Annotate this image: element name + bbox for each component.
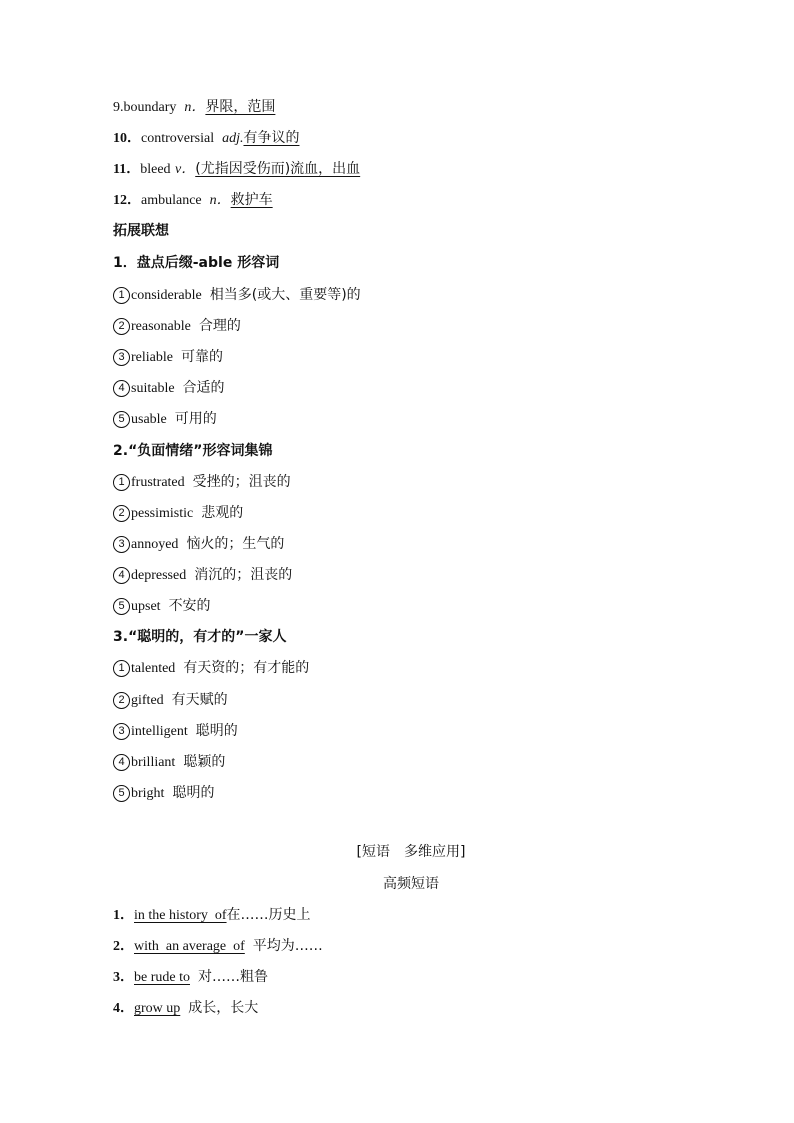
item-english: brilliant: [131, 755, 176, 770]
list-item: [113, 783, 214, 804]
item-chinese: 聪明的: [195, 723, 238, 739]
item-english: pessimistic: [131, 506, 194, 521]
phrase-text: with an average of: [134, 939, 245, 954]
vocab-meaning: 救护车: [230, 192, 273, 208]
item-chinese: 相当多(或大、重要等)的: [209, 287, 361, 303]
item-chinese: 合理的: [198, 318, 241, 334]
item-english: suitable: [131, 381, 175, 396]
group-title-number: 3.: [113, 629, 129, 645]
phrase-meaning: 对……粗鲁: [197, 969, 268, 985]
item-english: considerable: [131, 288, 202, 303]
list-item: [113, 721, 238, 742]
phrase-item: [113, 905, 311, 926]
vocab-pos: adj.: [222, 131, 244, 146]
item-chinese: 可用的: [174, 411, 217, 427]
item-number-circle: 3: [113, 536, 130, 553]
list-item: [113, 316, 241, 337]
section-subtitle: 高频短语: [383, 876, 439, 892]
item-number-circle: 1: [113, 474, 130, 491]
group-title-text: 盘点后缀-able 形容词: [136, 255, 280, 271]
group-title: [113, 627, 286, 647]
section-title: [短语 多维应用]: [356, 844, 466, 860]
phrase-number: 2．: [113, 939, 134, 954]
phrase-text: be rude to: [134, 970, 190, 985]
vocab-meaning: (尤指因受伤而)流血，出血: [195, 161, 361, 177]
vocab-pos: n．: [209, 193, 231, 208]
item-chinese: 合适的: [182, 380, 225, 396]
vocab-item: [113, 159, 360, 180]
item-english: annoyed: [131, 537, 179, 552]
group-title-text: “聪明的，有才的”一家人: [128, 629, 287, 645]
vocab-pos: n．: [184, 100, 206, 115]
vocab-number: 9.: [113, 100, 124, 115]
item-number-circle: 3: [113, 723, 130, 740]
vocab-number: 11．: [113, 162, 141, 177]
vocab-word: boundary: [123, 100, 177, 115]
item-number-circle: 4: [113, 754, 130, 771]
vocab-item: [113, 190, 273, 211]
list-item: [113, 565, 292, 586]
item-number-circle: 3: [113, 349, 130, 366]
item-english: depressed: [131, 568, 187, 583]
item-number-circle: 5: [113, 598, 130, 615]
phrase-item: [113, 936, 323, 957]
item-english: reasonable: [131, 319, 191, 334]
vocab-meaning: 有争议的: [243, 130, 300, 146]
list-item: [113, 472, 291, 493]
item-english: usable: [131, 412, 167, 427]
group-title-number: 2.: [113, 443, 129, 459]
item-chinese: 受挫的；沮丧的: [192, 474, 291, 490]
item-chinese: 可靠的: [180, 349, 223, 365]
phrase-meaning: 平均为……: [252, 938, 323, 954]
item-chinese: 不安的: [168, 598, 211, 614]
vocab-item: [113, 128, 299, 149]
vocab-meaning: 界限，范围: [205, 99, 276, 115]
list-item: [113, 347, 223, 368]
phrase-text: in the history of: [134, 908, 227, 923]
vocab-number: 12．: [113, 193, 141, 208]
vocab-number: 10．: [113, 131, 141, 146]
list-item: [113, 378, 225, 399]
item-number-circle: 2: [113, 505, 130, 522]
phrase-meaning: 成长，长大: [188, 1000, 259, 1016]
item-chinese: 聪明的: [172, 785, 215, 801]
list-item: [113, 752, 225, 773]
list-item: [113, 690, 228, 711]
list-item: [113, 596, 211, 617]
item-english: bright: [131, 786, 165, 801]
group-title-text: “负面情绪”形容词集锦: [128, 443, 273, 459]
list-item: [113, 503, 243, 524]
item-english: frustrated: [131, 475, 185, 490]
item-number-circle: 4: [113, 380, 130, 397]
list-item: [113, 409, 217, 430]
extension-heading: 拓展联想: [113, 223, 169, 239]
item-english: intelligent: [131, 724, 188, 739]
item-chinese: 有天赋的: [171, 692, 228, 708]
vocab-word: controversial: [141, 131, 215, 146]
item-number-circle: 2: [113, 318, 130, 335]
group-title: [113, 253, 279, 273]
group-title: [113, 441, 272, 461]
phrase-item: [113, 998, 258, 1019]
phrase-number: 3．: [113, 970, 134, 985]
item-chinese: 消沉的；沮丧的: [194, 567, 293, 583]
item-number-circle: 1: [113, 660, 130, 677]
list-item: [113, 285, 361, 306]
vocab-pos: v．: [175, 162, 196, 177]
list-item: [113, 534, 284, 555]
item-english: talented: [131, 661, 176, 676]
phrase-number: 4．: [113, 1001, 134, 1016]
list-item: [113, 658, 309, 679]
item-english: reliable: [131, 350, 173, 365]
item-english: upset: [131, 599, 161, 614]
item-number-circle: 1: [113, 287, 130, 304]
group-title-number: 1．: [113, 255, 137, 271]
item-chinese: 有天资的；有才能的: [183, 660, 310, 676]
vocab-word: bleed: [140, 162, 171, 177]
item-number-circle: 5: [113, 785, 130, 802]
item-english: gifted: [131, 693, 164, 708]
item-chinese: 聪颖的: [183, 754, 226, 770]
phrase-item: [113, 967, 268, 988]
item-chinese: 恼火的；生气的: [186, 536, 285, 552]
vocab-word: ambulance: [141, 193, 202, 208]
item-number-circle: 5: [113, 411, 130, 428]
phrase-text: grow up: [134, 1001, 181, 1016]
phrase-number: 1．: [113, 908, 134, 923]
item-chinese: 悲观的: [201, 505, 244, 521]
vocab-item: [113, 97, 275, 118]
item-number-circle: 4: [113, 567, 130, 584]
item-number-circle: 2: [113, 692, 130, 709]
phrase-meaning: 在……历史上: [226, 907, 311, 923]
